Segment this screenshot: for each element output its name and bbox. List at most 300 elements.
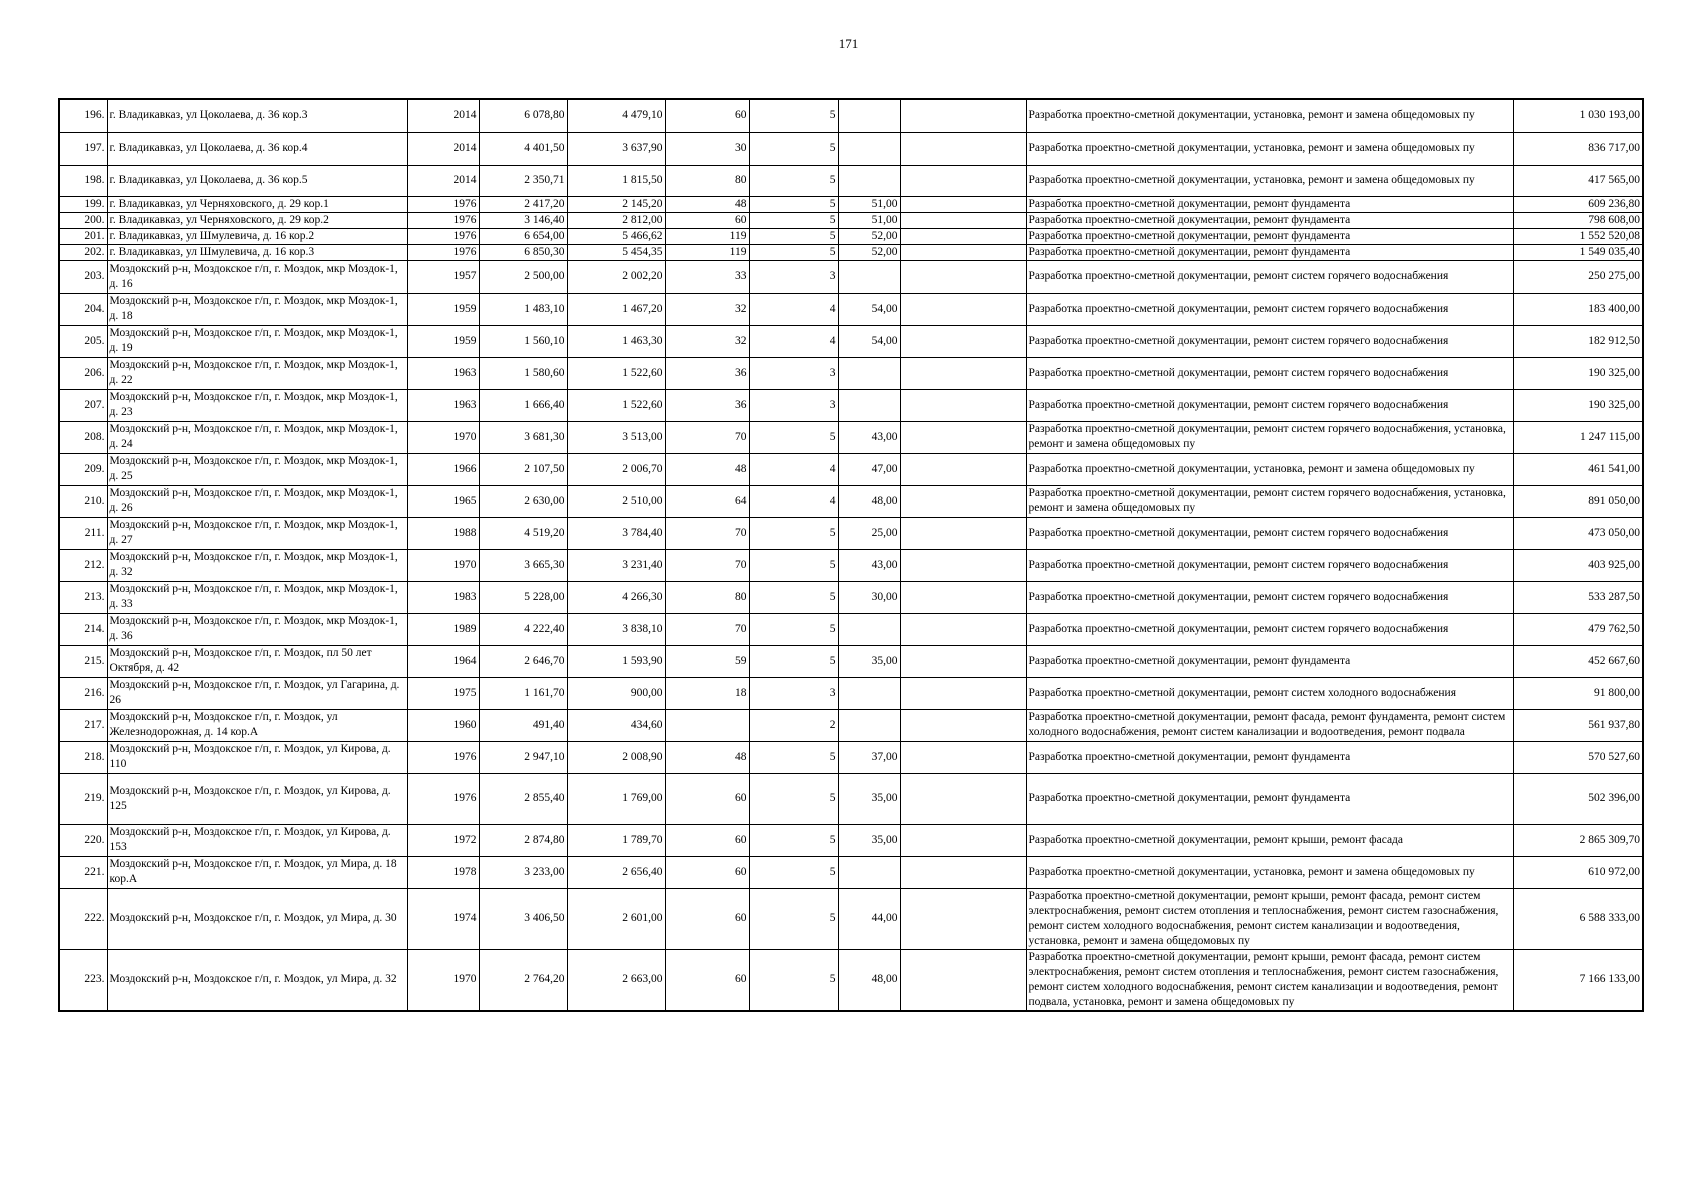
cell-address: г. Владикавказ, ул Черняховского, д. 29 кор.1 — [107, 196, 407, 212]
cell-residents: 48 — [665, 453, 749, 485]
cell-living-area: 3 513,00 — [567, 421, 665, 453]
cell-residents: 70 — [665, 549, 749, 581]
cell-total-area: 2 764,20 — [479, 949, 567, 1011]
cell-wear: 43,00 — [838, 421, 900, 453]
table-row — [59, 421, 1643, 453]
cell-cost: 250 275,00 — [1513, 260, 1643, 293]
cell-total-area: 2 855,40 — [479, 773, 567, 824]
cell-row-number: 216. — [59, 677, 107, 709]
cell-row-number: 201. — [59, 228, 107, 244]
cell-wear: 54,00 — [838, 325, 900, 357]
cell-living-area: 2 145,20 — [567, 196, 665, 212]
cell-blank — [900, 132, 1026, 165]
cell-residents: 30 — [665, 132, 749, 165]
cell-wear: 47,00 — [838, 453, 900, 485]
cell-row-number: 207. — [59, 389, 107, 421]
cell-residents: 60 — [665, 212, 749, 228]
cell-row-number: 213. — [59, 581, 107, 613]
cell-work-type: Разработка проектно-сметной документации, ремонт систем горячего водоснабжения — [1026, 549, 1513, 581]
cell-work-type: Разработка проектно-сметной документации, ремонт систем горячего водоснабжения — [1026, 389, 1513, 421]
cell-wear — [838, 709, 900, 741]
cell-address: Моздокский р-н, Моздокское г/п, г. Моздок, пл 50 лет Октября, д. 42 — [107, 645, 407, 677]
cell-blank — [900, 357, 1026, 389]
table-row — [59, 389, 1643, 421]
cell-year: 1966 — [407, 453, 479, 485]
cell-row-number: 220. — [59, 824, 107, 856]
cell-row-number: 211. — [59, 517, 107, 549]
cell-year: 1960 — [407, 709, 479, 741]
cell-year: 1976 — [407, 741, 479, 773]
cell-blank — [900, 293, 1026, 325]
cell-work-type: Разработка проектно-сметной документации, ремонт систем холодного водоснабжения — [1026, 677, 1513, 709]
cell-row-number: 206. — [59, 357, 107, 389]
cell-residents: 70 — [665, 613, 749, 645]
cell-year: 1989 — [407, 613, 479, 645]
cell-living-area: 1 769,00 — [567, 773, 665, 824]
cell-address: Моздокский р-н, Моздокское г/п, г. Моздок, мкр Моздок-1, д. 33 — [107, 581, 407, 613]
cell-residents: 48 — [665, 196, 749, 212]
cell-work-type: Разработка проектно-сметной документации, ремонт крыши, ремонт фасада, ремонт систем электроснабжения, ремонт систем отопления и теплоснабжения, ремонт систем газоснабжения, ремонт систем холодного водоснабжения, ремонт систем канализации и водоотведения, ремонт подвала, установка, ремонт и замена общедомовых пу — [1026, 949, 1513, 1011]
cell-floors: 5 — [749, 581, 838, 613]
cell-floors: 5 — [749, 949, 838, 1011]
cell-work-type: Разработка проектно-сметной документации, ремонт фундамента — [1026, 196, 1513, 212]
cell-cost: 798 608,00 — [1513, 212, 1643, 228]
cell-wear: 30,00 — [838, 581, 900, 613]
cell-year: 1976 — [407, 196, 479, 212]
cell-wear: 35,00 — [838, 773, 900, 824]
cell-residents: 32 — [665, 293, 749, 325]
cell-living-area: 900,00 — [567, 677, 665, 709]
cell-wear — [838, 856, 900, 888]
table-row — [59, 888, 1643, 949]
cell-year: 1972 — [407, 824, 479, 856]
cell-cost: 891 050,00 — [1513, 485, 1643, 517]
cell-floors: 5 — [749, 196, 838, 212]
cell-cost: 609 236,80 — [1513, 196, 1643, 212]
cell-address: Моздокский р-н, Моздокское г/п, г. Моздок, ул Кирова, д. 125 — [107, 773, 407, 824]
cell-residents: 60 — [665, 99, 749, 132]
cell-residents: 119 — [665, 228, 749, 244]
cell-year: 1978 — [407, 856, 479, 888]
cell-living-area: 1 522,60 — [567, 357, 665, 389]
cell-floors: 5 — [749, 228, 838, 244]
cell-floors: 5 — [749, 741, 838, 773]
cell-cost: 570 527,60 — [1513, 741, 1643, 773]
cell-wear — [838, 260, 900, 293]
cell-row-number: 221. — [59, 856, 107, 888]
cell-wear: 51,00 — [838, 196, 900, 212]
cell-residents: 36 — [665, 389, 749, 421]
cell-cost: 417 565,00 — [1513, 165, 1643, 196]
cell-blank — [900, 389, 1026, 421]
cell-blank — [900, 325, 1026, 357]
cell-work-type: Разработка проектно-сметной документации, ремонт фундамента — [1026, 228, 1513, 244]
table-row — [59, 581, 1643, 613]
cell-floors: 5 — [749, 773, 838, 824]
cell-cost: 182 912,50 — [1513, 325, 1643, 357]
table-row — [59, 228, 1643, 244]
cell-living-area: 5 454,35 — [567, 244, 665, 260]
cell-year: 1965 — [407, 485, 479, 517]
cell-address: Моздокский р-н, Моздокское г/п, г. Моздок, мкр Моздок-1, д. 25 — [107, 453, 407, 485]
cell-wear — [838, 613, 900, 645]
cell-total-area: 4 222,40 — [479, 613, 567, 645]
cell-wear — [838, 357, 900, 389]
cell-blank — [900, 99, 1026, 132]
table-row — [59, 517, 1643, 549]
table-row — [59, 132, 1643, 165]
cell-cost: 561 937,80 — [1513, 709, 1643, 741]
cell-row-number: 217. — [59, 709, 107, 741]
cell-work-type: Разработка проектно-сметной документации, установка, ремонт и замена общедомовых пу — [1026, 132, 1513, 165]
cell-residents — [665, 709, 749, 741]
cell-total-area: 2 107,50 — [479, 453, 567, 485]
cell-living-area: 2 663,00 — [567, 949, 665, 1011]
cell-cost: 473 050,00 — [1513, 517, 1643, 549]
table-row — [59, 165, 1643, 196]
cell-wear: 52,00 — [838, 228, 900, 244]
cell-living-area: 1 815,50 — [567, 165, 665, 196]
table-row — [59, 709, 1643, 741]
cell-living-area: 3 637,90 — [567, 132, 665, 165]
cell-total-area: 2 417,20 — [479, 196, 567, 212]
cell-living-area: 2 601,00 — [567, 888, 665, 949]
cell-work-type: Разработка проектно-сметной документации, ремонт фундамента — [1026, 741, 1513, 773]
cell-floors: 5 — [749, 132, 838, 165]
cell-total-area: 2 500,00 — [479, 260, 567, 293]
cell-cost: 836 717,00 — [1513, 132, 1643, 165]
cell-cost: 2 865 309,70 — [1513, 824, 1643, 856]
cell-row-number: 218. — [59, 741, 107, 773]
cell-address: Моздокский р-н, Моздокское г/п, г. Моздок, мкр Моздок-1, д. 18 — [107, 293, 407, 325]
cell-residents: 59 — [665, 645, 749, 677]
cell-floors: 5 — [749, 888, 838, 949]
cell-cost: 479 762,50 — [1513, 613, 1643, 645]
cell-blank — [900, 741, 1026, 773]
cell-floors: 5 — [749, 824, 838, 856]
cell-blank — [900, 888, 1026, 949]
cell-address: Моздокский р-н, Моздокское г/п, г. Моздок, мкр Моздок-1, д. 27 — [107, 517, 407, 549]
cell-address: г. Владикавказ, ул Цоколаева, д. 36 кор.3 — [107, 99, 407, 132]
table-row — [59, 485, 1643, 517]
cell-work-type: Разработка проектно-сметной документации, ремонт систем горячего водоснабжения — [1026, 293, 1513, 325]
cell-blank — [900, 709, 1026, 741]
cell-residents: 48 — [665, 741, 749, 773]
cell-wear — [838, 165, 900, 196]
cell-blank — [900, 453, 1026, 485]
table-row — [59, 260, 1643, 293]
repair-program-table — [58, 98, 1644, 1012]
table-row — [59, 773, 1643, 824]
cell-living-area: 2 510,00 — [567, 485, 665, 517]
cell-residents: 60 — [665, 773, 749, 824]
cell-address: Моздокский р-н, Моздокское г/п, г. Моздок, ул Мира, д. 18 кор.А — [107, 856, 407, 888]
cell-total-area: 5 228,00 — [479, 581, 567, 613]
cell-residents: 60 — [665, 949, 749, 1011]
table-row — [59, 856, 1643, 888]
cell-row-number: 197. — [59, 132, 107, 165]
cell-address: Моздокский р-н, Моздокское г/п, г. Моздок, ул Гагарина, д. 26 — [107, 677, 407, 709]
cell-address: Моздокский р-н, Моздокское г/п, г. Моздок, ул Мира, д. 30 — [107, 888, 407, 949]
cell-row-number: 212. — [59, 549, 107, 581]
cell-work-type: Разработка проектно-сметной документации, ремонт систем горячего водоснабжения — [1026, 517, 1513, 549]
cell-wear: 51,00 — [838, 212, 900, 228]
cell-total-area: 2 646,70 — [479, 645, 567, 677]
cell-row-number: 209. — [59, 453, 107, 485]
cell-total-area: 3 233,00 — [479, 856, 567, 888]
cell-blank — [900, 260, 1026, 293]
cell-wear: 54,00 — [838, 293, 900, 325]
cell-blank — [900, 549, 1026, 581]
cell-work-type: Разработка проектно-сметной документации, ремонт систем горячего водоснабжения — [1026, 581, 1513, 613]
cell-total-area: 3 681,30 — [479, 421, 567, 453]
table-row — [59, 212, 1643, 228]
cell-address: Моздокский р-н, Моздокское г/п, г. Моздок, мкр Моздок-1, д. 19 — [107, 325, 407, 357]
table-row — [59, 99, 1643, 132]
cell-blank — [900, 244, 1026, 260]
cell-address: Моздокский р-н, Моздокское г/п, г. Моздок, ул Железнодорожная, д. 14 кор.А — [107, 709, 407, 741]
cell-cost: 1 247 115,00 — [1513, 421, 1643, 453]
cell-year: 1970 — [407, 949, 479, 1011]
cell-year: 1974 — [407, 888, 479, 949]
cell-address: Моздокский р-н, Моздокское г/п, г. Моздок, ул Кирова, д. 153 — [107, 824, 407, 856]
cell-residents: 33 — [665, 260, 749, 293]
cell-floors: 5 — [749, 856, 838, 888]
cell-living-area: 434,60 — [567, 709, 665, 741]
cell-cost: 502 396,00 — [1513, 773, 1643, 824]
cell-year: 1957 — [407, 260, 479, 293]
cell-total-area: 491,40 — [479, 709, 567, 741]
cell-work-type: Разработка проектно-сметной документации, ремонт фундамента — [1026, 645, 1513, 677]
cell-living-area: 3 231,40 — [567, 549, 665, 581]
cell-wear: 44,00 — [838, 888, 900, 949]
page-number: 171 — [838, 36, 859, 51]
cell-blank — [900, 517, 1026, 549]
cell-year: 1970 — [407, 421, 479, 453]
cell-living-area: 5 466,62 — [567, 228, 665, 244]
cell-address: Моздокский р-н, Моздокское г/п, г. Моздок, мкр Моздок-1, д. 32 — [107, 549, 407, 581]
cell-total-area: 6 078,80 — [479, 99, 567, 132]
cell-residents: 64 — [665, 485, 749, 517]
cell-year: 1964 — [407, 645, 479, 677]
cell-address: Моздокский р-н, Моздокское г/п, г. Моздок, мкр Моздок-1, д. 36 — [107, 613, 407, 645]
table-row — [59, 741, 1643, 773]
cell-wear: 52,00 — [838, 244, 900, 260]
cell-floors: 5 — [749, 244, 838, 260]
cell-address: Моздокский р-н, Моздокское г/п, г. Моздок, мкр Моздок-1, д. 16 — [107, 260, 407, 293]
cell-living-area: 2 656,40 — [567, 856, 665, 888]
cell-floors: 4 — [749, 485, 838, 517]
cell-wear: 37,00 — [838, 741, 900, 773]
cell-address: Моздокский р-н, Моздокское г/п, г. Моздок, мкр Моздок-1, д. 24 — [107, 421, 407, 453]
cell-floors: 5 — [749, 99, 838, 132]
cell-year: 1959 — [407, 325, 479, 357]
cell-wear — [838, 132, 900, 165]
cell-row-number: 214. — [59, 613, 107, 645]
cell-wear: 48,00 — [838, 485, 900, 517]
cell-work-type: Разработка проектно-сметной документации, установка, ремонт и замена общедомовых пу — [1026, 856, 1513, 888]
cell-year: 1959 — [407, 293, 479, 325]
cell-address: Моздокский р-н, Моздокское г/п, г. Моздок, мкр Моздок-1, д. 26 — [107, 485, 407, 517]
cell-total-area: 4 401,50 — [479, 132, 567, 165]
cell-row-number: 200. — [59, 212, 107, 228]
cell-work-type: Разработка проектно-сметной документации, установка, ремонт и замена общедомовых пу — [1026, 165, 1513, 196]
cell-address: г. Владикавказ, ул Цоколаева, д. 36 кор.5 — [107, 165, 407, 196]
cell-total-area: 1 161,70 — [479, 677, 567, 709]
cell-blank — [900, 165, 1026, 196]
cell-living-area: 2 008,90 — [567, 741, 665, 773]
cell-year: 2014 — [407, 165, 479, 196]
cell-row-number: 210. — [59, 485, 107, 517]
table-row — [59, 645, 1643, 677]
cell-living-area: 1 467,20 — [567, 293, 665, 325]
cell-living-area: 1 463,30 — [567, 325, 665, 357]
cell-living-area: 4 479,10 — [567, 99, 665, 132]
cell-work-type: Разработка проектно-сметной документации, ремонт систем горячего водоснабжения — [1026, 325, 1513, 357]
cell-work-type: Разработка проектно-сметной документации, ремонт систем горячего водоснабжения — [1026, 357, 1513, 389]
table-row — [59, 244, 1643, 260]
cell-wear — [838, 677, 900, 709]
cell-total-area: 2 947,10 — [479, 741, 567, 773]
cell-cost: 190 325,00 — [1513, 389, 1643, 421]
cell-address: г. Владикавказ, ул Шмулевича, д. 16 кор.2 — [107, 228, 407, 244]
cell-work-type: Разработка проектно-сметной документации, ремонт фундамента — [1026, 244, 1513, 260]
table-row — [59, 949, 1643, 1011]
cell-year: 1976 — [407, 212, 479, 228]
cell-work-type: Разработка проектно-сметной документации, ремонт систем горячего водоснабжения — [1026, 260, 1513, 293]
cell-total-area: 1 666,40 — [479, 389, 567, 421]
cell-row-number: 198. — [59, 165, 107, 196]
cell-residents: 36 — [665, 357, 749, 389]
cell-floors: 5 — [749, 613, 838, 645]
cell-year: 1976 — [407, 773, 479, 824]
cell-blank — [900, 856, 1026, 888]
cell-cost: 183 400,00 — [1513, 293, 1643, 325]
cell-residents: 70 — [665, 517, 749, 549]
cell-cost: 533 287,50 — [1513, 581, 1643, 613]
cell-living-area: 1 522,60 — [567, 389, 665, 421]
cell-blank — [900, 196, 1026, 212]
cell-year: 1975 — [407, 677, 479, 709]
cell-year: 1983 — [407, 581, 479, 613]
cell-floors: 3 — [749, 260, 838, 293]
cell-row-number: 203. — [59, 260, 107, 293]
cell-living-area: 3 838,10 — [567, 613, 665, 645]
cell-floors: 3 — [749, 389, 838, 421]
cell-residents: 60 — [665, 856, 749, 888]
cell-cost: 610 972,00 — [1513, 856, 1643, 888]
cell-living-area: 3 784,40 — [567, 517, 665, 549]
cell-address: Моздокский р-н, Моздокское г/п, г. Моздок, мкр Моздок-1, д. 23 — [107, 389, 407, 421]
cell-residents: 119 — [665, 244, 749, 260]
cell-row-number: 222. — [59, 888, 107, 949]
cell-row-number: 208. — [59, 421, 107, 453]
cell-living-area: 2 812,00 — [567, 212, 665, 228]
cell-row-number: 196. — [59, 99, 107, 132]
cell-work-type: Разработка проектно-сметной документации, ремонт фундамента — [1026, 212, 1513, 228]
cell-floors: 4 — [749, 293, 838, 325]
cell-total-area: 2 350,71 — [479, 165, 567, 196]
cell-blank — [900, 613, 1026, 645]
cell-total-area: 1 483,10 — [479, 293, 567, 325]
cell-cost: 6 588 333,00 — [1513, 888, 1643, 949]
cell-year: 1976 — [407, 244, 479, 260]
cell-floors: 4 — [749, 325, 838, 357]
cell-floors: 5 — [749, 421, 838, 453]
cell-floors: 3 — [749, 677, 838, 709]
cell-blank — [900, 645, 1026, 677]
cell-wear: 48,00 — [838, 949, 900, 1011]
cell-cost: 190 325,00 — [1513, 357, 1643, 389]
cell-cost: 403 925,00 — [1513, 549, 1643, 581]
cell-floors: 5 — [749, 549, 838, 581]
cell-residents: 60 — [665, 824, 749, 856]
cell-work-type: Разработка проектно-сметной документации, ремонт крыши, ремонт фасада, ремонт систем электроснабжения, ремонт систем отопления и теплоснабжения, ремонт систем газоснабжения, ремонт систем холодного водоснабжения, ремонт систем канализации и водоотведения, установка, ремонт и замена общедомовых пу — [1026, 888, 1513, 949]
table-row — [59, 325, 1643, 357]
cell-blank — [900, 949, 1026, 1011]
cell-address: Моздокский р-н, Моздокское г/п, г. Моздок, мкр Моздок-1, д. 22 — [107, 357, 407, 389]
cell-total-area: 1 580,60 — [479, 357, 567, 389]
cell-address: г. Владикавказ, ул Цоколаева, д. 36 кор.4 — [107, 132, 407, 165]
cell-blank — [900, 677, 1026, 709]
cell-row-number: 204. — [59, 293, 107, 325]
cell-wear: 35,00 — [838, 645, 900, 677]
cell-cost: 91 800,00 — [1513, 677, 1643, 709]
cell-blank — [900, 212, 1026, 228]
cell-living-area: 4 266,30 — [567, 581, 665, 613]
table-row — [59, 677, 1643, 709]
cell-cost: 461 541,00 — [1513, 453, 1643, 485]
cell-living-area: 2 006,70 — [567, 453, 665, 485]
cell-work-type: Разработка проектно-сметной документации, ремонт систем горячего водоснабжения, установка, ремонт и замена общедомовых пу — [1026, 421, 1513, 453]
table-row — [59, 293, 1643, 325]
cell-row-number: 202. — [59, 244, 107, 260]
cell-total-area: 1 560,10 — [479, 325, 567, 357]
cell-cost: 1 549 035,40 — [1513, 244, 1643, 260]
cell-residents: 60 — [665, 888, 749, 949]
cell-residents: 80 — [665, 165, 749, 196]
cell-work-type: Разработка проектно-сметной документации, ремонт систем горячего водоснабжения, установка, ремонт и замена общедомовых пу — [1026, 485, 1513, 517]
cell-address: г. Владикавказ, ул Шмулевича, д. 16 кор.3 — [107, 244, 407, 260]
cell-blank — [900, 773, 1026, 824]
cell-floors: 5 — [749, 517, 838, 549]
cell-wear — [838, 99, 900, 132]
cell-residents: 32 — [665, 325, 749, 357]
cell-blank — [900, 228, 1026, 244]
cell-blank — [900, 581, 1026, 613]
cell-floors: 4 — [749, 453, 838, 485]
cell-blank — [900, 485, 1026, 517]
table-row — [59, 824, 1643, 856]
cell-row-number: 223. — [59, 949, 107, 1011]
cell-blank — [900, 421, 1026, 453]
cell-work-type: Разработка проектно-сметной документации, ремонт фундамента — [1026, 773, 1513, 824]
cell-work-type: Разработка проектно-сметной документации, установка, ремонт и замена общедомовых пу — [1026, 99, 1513, 132]
cell-year: 1988 — [407, 517, 479, 549]
cell-living-area: 1 593,90 — [567, 645, 665, 677]
cell-floors: 3 — [749, 357, 838, 389]
cell-cost: 1 030 193,00 — [1513, 99, 1643, 132]
cell-year: 1976 — [407, 228, 479, 244]
cell-cost: 7 166 133,00 — [1513, 949, 1643, 1011]
cell-year: 2014 — [407, 132, 479, 165]
cell-wear: 35,00 — [838, 824, 900, 856]
cell-total-area: 3 665,30 — [479, 549, 567, 581]
table-row — [59, 549, 1643, 581]
table-body — [59, 99, 1643, 1011]
cell-total-area: 6 654,00 — [479, 228, 567, 244]
table-row — [59, 613, 1643, 645]
